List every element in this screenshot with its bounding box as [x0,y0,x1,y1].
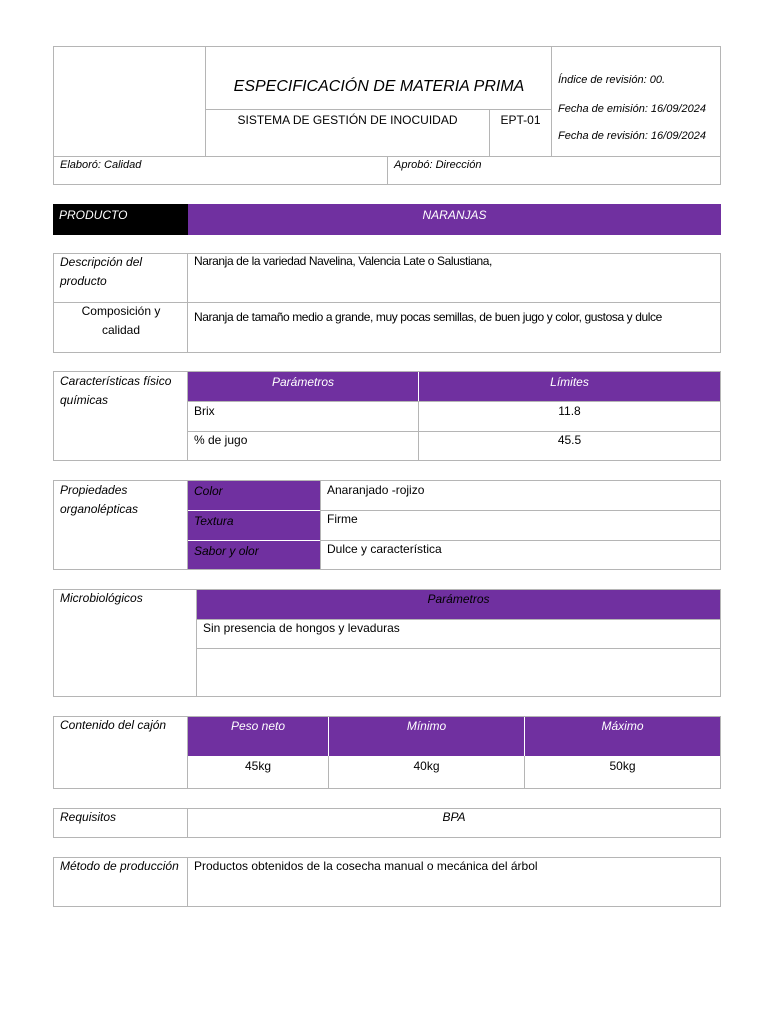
organoleptic-value-color: Anaranjado -rojizo [327,483,425,497]
organoleptic-col-divider-2 [320,480,321,570]
method-value: Productos obtenidos de la cosecha manual o mecánica del árbol [194,859,538,873]
physchem-col-params: Parámetros [188,372,418,401]
signature-divider [387,156,388,185]
box-net-value: 45kg [244,759,272,773]
document-code: EPT-01 [490,110,552,157]
description-label: Descripción del producto [60,255,143,288]
description-col-divider [187,253,188,353]
system-name: SISTEMA DE GESTIÓN DE INOCUIDAD [206,110,490,157]
organoleptic-name-texture: Textura [188,511,320,540]
organoleptic-value-taste: Dulce y característica [327,542,442,556]
approved-by: Aprobó: Dirección [394,159,482,171]
box-col-net: Peso neto [188,717,328,756]
physchem-col-divider [187,371,188,461]
organoleptic-label: Propiedades organolépticas [60,483,139,516]
physchem-param-juice: % de jugo [194,433,248,447]
requirements-value: BPA [442,810,466,824]
box-min-value: 40kg [413,759,440,773]
logo-cell [53,46,206,157]
product-label: PRODUCTO [53,204,188,235]
organoleptic-value-texture: Firme [327,512,358,526]
physchem-label: Características físico químicas [60,374,172,407]
revision-index: Índice de revisión: 00. [558,74,666,86]
box-col-max: Máximo [525,717,720,756]
method-col-divider [187,857,188,907]
physchem-param-brix: Brix [194,404,215,418]
micro-param-1: Sin presencia de hongos y levaduras [203,621,400,635]
micro-row-divider-2 [196,648,721,649]
physchem-limit-juice: 45.5 [557,433,582,447]
box-max-value: 50kg [609,759,636,773]
composition-value: Naranja de tamaño medio a grande, muy pocas semillas, de buen jugo y color, gustosa y dulce [194,310,662,324]
physchem-limit-brix: 11.8 [558,404,581,418]
composition-label: Composición y calidad [81,304,161,337]
method-label: Método de producción [60,859,179,873]
organoleptic-name-taste: Sabor y olor [188,541,320,569]
emission-date: Fecha de emisión: 16/09/2024 [558,103,706,115]
prepared-by: Elaboró: Calidad [60,159,142,171]
organoleptic-row-divider [320,510,721,511]
micro-label: Microbiológicos [60,591,143,605]
description-value: Naranja de la variedad Navelina, Valencia Late o Salustiana, [194,254,492,268]
requirements-label: Requisitos [60,810,117,824]
product-value: NARANJAS [188,204,721,235]
physchem-col-limits: Límites [419,372,720,401]
micro-col-params: Parámetros [197,590,720,619]
organoleptic-name-color: Color [188,481,320,510]
revision-date: Fecha de revisión: 16/09/2024 [558,130,706,142]
document-title: ESPECIFICACIÓN DE MATERIA PRIMA [233,78,525,95]
box-label: Contenido del cajón [60,718,167,732]
box-col-min: Mínimo [329,717,524,756]
